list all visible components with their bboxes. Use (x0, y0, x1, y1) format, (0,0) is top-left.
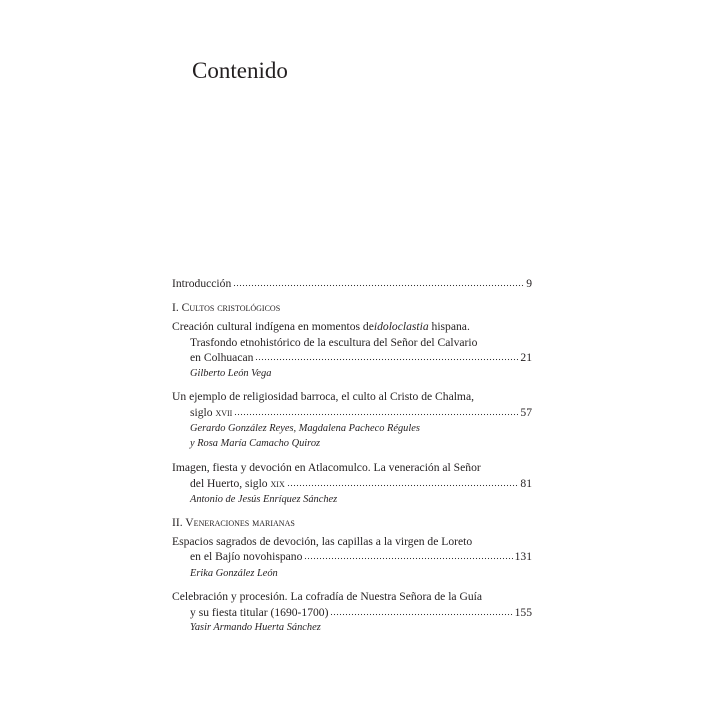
author: Gilberto León Vega (190, 368, 272, 379)
page-number: 155 (514, 606, 532, 619)
entry-title-line: Espacios sagrados de devoción, las capillas a la virgen de Loreto (172, 535, 473, 548)
entry-title-line (190, 605, 532, 620)
page-number: 81 (520, 477, 532, 490)
entry-title-line: Un ejemplo de religiosidad barroca, el culto al Cristo de Chalma, (172, 390, 474, 403)
page-title: Contenido (192, 58, 288, 83)
author: Gerardo González Reyes, Magdalena Pacheco Régules (190, 423, 420, 434)
page-number: 21 (520, 351, 532, 364)
entry-title-line (190, 549, 532, 564)
text: y su fiesta titular (1690-1700) (190, 606, 329, 619)
section-heading: II. Veneraciones marianas (172, 516, 295, 529)
page-number: 57 (520, 406, 532, 419)
entry-title-line: Trasfondo etnohistórico de la escultura del Señor del Calvario (190, 336, 478, 349)
author: y Rosa María Camacho Quiroz (190, 438, 321, 449)
entry-title-line (190, 350, 532, 365)
text: Creación cultural indígena en momentos de (172, 320, 374, 333)
author: Yasir Armando Huerta Sánchez (190, 622, 321, 633)
entry-title-line (190, 405, 532, 420)
author: Antonio de Jesús Enríquez Sánchez (190, 494, 338, 505)
entry-title-line: Celebración y procesión. La cofradía de Nuestra Señora de la Guía (172, 590, 483, 603)
dot-leader (287, 484, 519, 487)
roman-numeral: xvii (215, 406, 233, 419)
section-heading: I. Cultos cristológicos (172, 301, 281, 314)
dot-leader (255, 358, 518, 361)
entry-title-line (172, 319, 532, 334)
roman-numeral: xix (270, 477, 285, 490)
text: del Huerto, siglo (190, 477, 271, 490)
dot-leader (233, 284, 524, 287)
text: en el Bajío novohispano (190, 550, 303, 563)
dot-leader (234, 413, 518, 416)
toc-entry-introduccion (172, 276, 532, 291)
entry-title-line: Imagen, fiesta y devoción en Atlacomulco. La veneración al Señor (172, 461, 481, 474)
dot-leader (304, 557, 512, 560)
text: en Colhuacan (190, 351, 254, 364)
text: siglo (190, 406, 216, 419)
page-number: 9 (526, 277, 532, 290)
entry-title: Introducción (172, 277, 232, 290)
dot-leader (330, 613, 512, 616)
author: Erika González León (190, 568, 278, 579)
entry-title-line (190, 476, 532, 491)
text: hispana. (428, 320, 470, 333)
italic-text: idoloclastia (373, 320, 429, 333)
page-number: 131 (514, 550, 532, 563)
